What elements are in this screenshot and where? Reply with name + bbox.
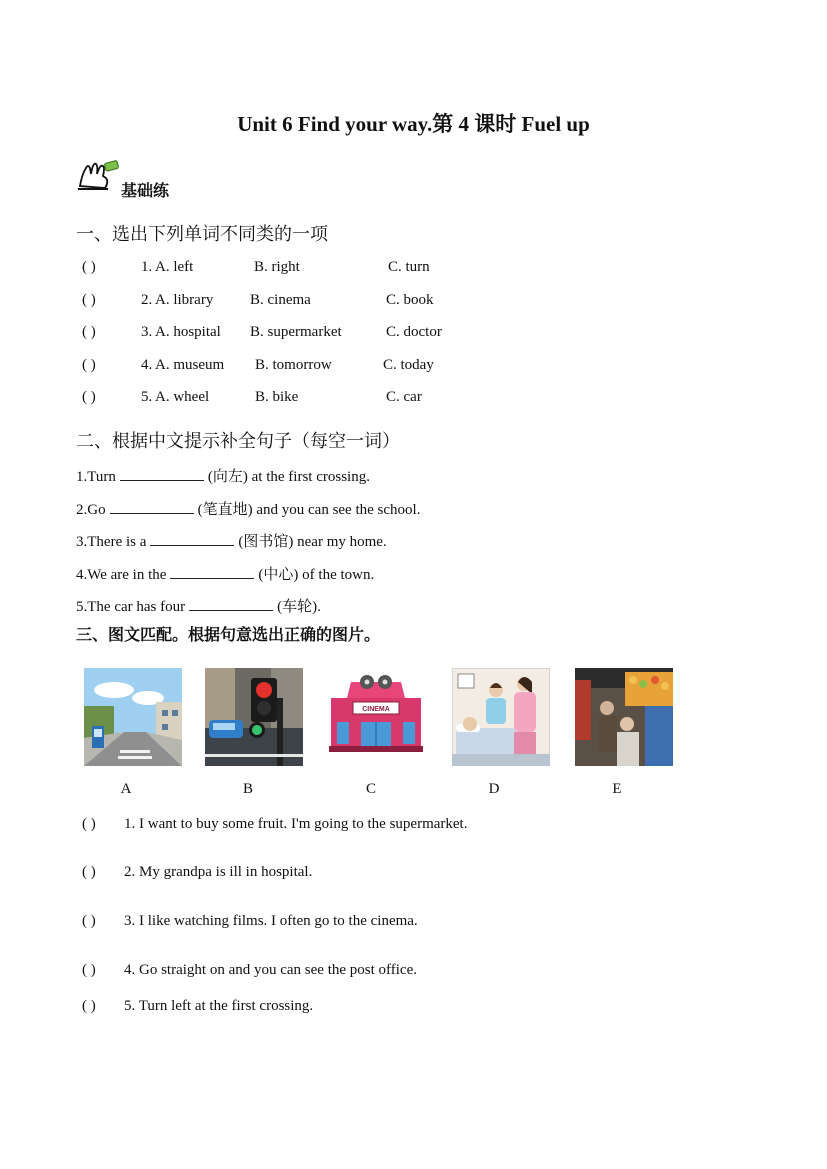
answer-paren[interactable]: ( )	[82, 389, 96, 405]
option-a: A. wheel	[155, 389, 210, 405]
match-sentence-1	[82, 816, 467, 833]
option-a: A. hospital	[155, 324, 221, 340]
question-number: 1.	[141, 259, 153, 275]
section1-heading: 一、选出下列单词不同类的一项	[76, 224, 328, 244]
answer-paren[interactable]: ( )	[82, 816, 96, 832]
answer-blank[interactable]	[189, 597, 273, 611]
chinese-hint: (笔直地)	[197, 502, 253, 518]
option-c: C. car	[386, 389, 422, 405]
street-photo	[84, 668, 182, 766]
sentence-end: .	[317, 599, 321, 615]
section1-row-3	[82, 324, 502, 344]
fill-sentence-2	[76, 498, 420, 519]
sentence-start: 2.Go	[76, 502, 106, 518]
answer-paren[interactable]: ( )	[82, 962, 96, 978]
answer-blank[interactable]	[170, 565, 254, 579]
option-b: B. tomorrow	[255, 357, 332, 373]
option-b: B. right	[254, 259, 300, 275]
sentence-text: 5. Turn left at the first crossing.	[124, 998, 314, 1014]
option-c: C. book	[386, 292, 434, 308]
fill-sentence-4	[76, 563, 374, 584]
chinese-hint: (中心)	[258, 567, 299, 583]
sentence-start: 5.The car has four	[76, 599, 186, 615]
option-c: C. today	[383, 357, 434, 373]
question-number: 4.	[141, 357, 153, 373]
sentence-start: 4.We are in the	[76, 567, 167, 583]
chinese-hint: (图书馆)	[238, 534, 294, 550]
option-b: B. supermarket	[250, 324, 342, 340]
section3-heading: 三、图文匹配。根据句意选出正确的图片。	[76, 627, 381, 644]
sentence-end: and you can see the school.	[256, 502, 421, 518]
answer-blank[interactable]	[150, 532, 234, 546]
match-sentence-5	[82, 998, 313, 1015]
match-sentence-4	[82, 962, 417, 979]
match-sentence-2	[82, 864, 312, 881]
sentence-text: 1. I want to buy some fruit. I'm going to the supermarket.	[124, 816, 468, 832]
cartoon-hand-icon	[76, 158, 120, 192]
picture-label-b: B	[242, 781, 253, 797]
question-number: 3.	[141, 324, 153, 340]
fill-sentence-1	[76, 465, 370, 486]
answer-blank[interactable]	[110, 500, 194, 514]
answer-paren[interactable]: ( )	[82, 864, 96, 880]
chinese-hint: (向左)	[207, 469, 248, 485]
page-title: Unit 6 Find your way.第 4 课时 Fuel up	[237, 112, 590, 136]
basic-practice-label: 基础练	[121, 183, 170, 200]
answer-paren[interactable]: ( )	[82, 357, 96, 373]
question-number: 2.	[141, 292, 153, 308]
supermarket-photo	[575, 668, 673, 766]
traffic-light-photo	[205, 668, 303, 766]
answer-paren[interactable]: ( )	[82, 292, 96, 308]
picture-label-a: A	[120, 781, 132, 797]
picture-label-e: E	[612, 781, 622, 797]
sentence-end: at the first crossing.	[251, 469, 370, 485]
section1-row-1	[82, 259, 502, 279]
section1-row-4	[82, 357, 502, 377]
question-number: 5.	[141, 389, 153, 405]
option-c: C. doctor	[386, 324, 442, 340]
picture-label-d: D	[488, 781, 500, 797]
answer-paren[interactable]: ( )	[82, 998, 96, 1014]
picture-label-c: C	[365, 781, 376, 797]
sentence-text: 3. I like watching films. I often go to the cinema.	[124, 913, 418, 929]
sentence-start: 3.There is a	[76, 534, 147, 550]
section1-row-2	[82, 292, 502, 312]
answer-paren[interactable]: ( )	[82, 259, 96, 275]
option-a: A. left	[155, 259, 194, 275]
option-b: B. bike	[255, 389, 299, 405]
fill-sentence-5	[76, 595, 321, 616]
sentence-end: near my home.	[297, 534, 387, 550]
option-a: A. library	[155, 292, 214, 308]
option-a: A. museum	[155, 357, 225, 373]
answer-paren[interactable]: ( )	[82, 913, 96, 929]
cinema-sign-text: CINEMA	[362, 706, 390, 713]
answer-blank[interactable]	[120, 467, 204, 481]
sentence-text: 4. Go straight on and you can see the post office.	[124, 962, 417, 978]
hospital-illustration	[452, 668, 550, 766]
sentence-text: 2. My grandpa is ill in hospital.	[124, 864, 313, 880]
section2-heading: 二、根据中文提示补全句子（每空一词）	[76, 431, 400, 451]
option-c: C. turn	[388, 259, 430, 275]
cinema-building-icon	[327, 668, 425, 766]
sentence-start: 1.Turn	[76, 469, 116, 485]
sentence-end: of the town.	[302, 567, 375, 583]
section1-row-5	[82, 389, 502, 409]
option-b: B. cinema	[250, 292, 311, 308]
chinese-hint: (车轮)	[277, 599, 318, 615]
fill-sentence-3	[76, 530, 387, 551]
answer-paren[interactable]: ( )	[82, 324, 96, 340]
match-sentence-3	[82, 913, 418, 930]
